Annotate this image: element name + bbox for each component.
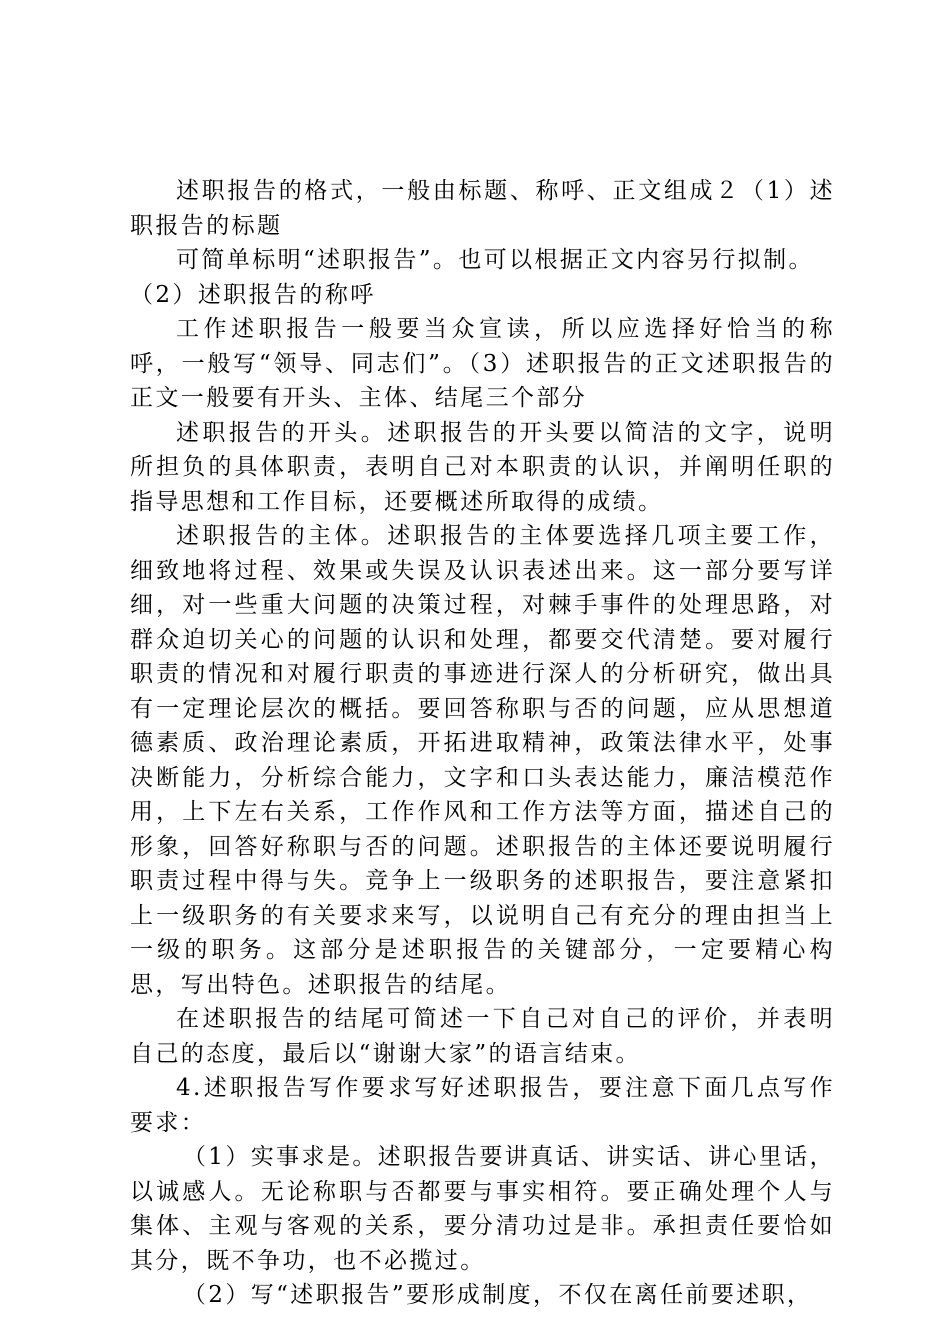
- paragraph-requirements: 4.述职报告写作要求写好述职报告，要注意下面几点写作要求：: [130, 1075, 835, 1136]
- paragraph-title-note: 可简单标明“述职报告”。也可以根据正文内容另行拟制。: [176, 247, 814, 273]
- paragraph-opening: 述职报告的开头。述职报告的开头要以简洁的文字，说明所担负的具体职责，表明自己对本职责的认识，并阐明任职的指导思想和工作目标，还要概述所取得的成绩。: [130, 419, 835, 515]
- document-page: [130, 174, 835, 1313]
- requirement-item-1: （1）实事求是。述职报告要讲真话、讲实话、讲心里话，以诚感人。无论称职与否都要与事实相符。要正确处理个人与集体、主观与客观的关系，要分清功过是非。承担责任要恰如其分，既不争功，也不必揽过。: [130, 1144, 835, 1274]
- paragraph-body: 述职报告的主体。述职报告的主体要选择几项主要工作，细致地将过程、效果或失误及认识表述出来。这一部分要写详细，对一些重大问题的决策过程，对棘手事件的处理思路，对群众迫切关心的问题的认识和处理，都要交代清楚。要对履行职责的情况和对履行职责的事迹进行深人的分析研究，做出具有一定理论层次的概括。要回答称职与否的问题，应从思想道德素质、政治理论素质，开拓进取精神，政策法律水平，处事决断能力，分析综合能力，文字和口头表达能力，廉洁模范作用，上下左右关系，工作作风和工作方法等方面，描述自己的形象，回答好称职与否的问题。述职报告的主体还要说明履行职责过程中得与失。竞争上一级职务的述职报告，要注意紧扣上一级职务的有关要求来写，以说明自己有充分的理由担当上一级的职务。这部分是述职报告的关键部分，一定要精心构思，写出特色。述职报告的结尾。: [130, 523, 835, 998]
- paragraph-salutation: 工作述职报告一般要当众宣读，所以应选择好恰当的称呼，一般写“领导、同志们”。（3）述职报告的正文述职报告的正文一般要有开头、主体、结尾三个部分: [130, 316, 835, 411]
- paragraph-format: 述职报告的格式，一般由标题、称呼、正文组成２（1）述职报告的标题: [130, 178, 835, 239]
- heading-salutation: （2）述职报告的称呼: [130, 281, 376, 308]
- paragraph-ending: 在述职报告的结尾可简述一下自己对自己的评价，并表明自己的态度，最后以“谢谢大家”的语言结束。: [130, 1006, 835, 1067]
- requirement-item-2: （2）写“述职报告”要形成制度，不仅在离任前要述职，: [182, 1282, 813, 1308]
